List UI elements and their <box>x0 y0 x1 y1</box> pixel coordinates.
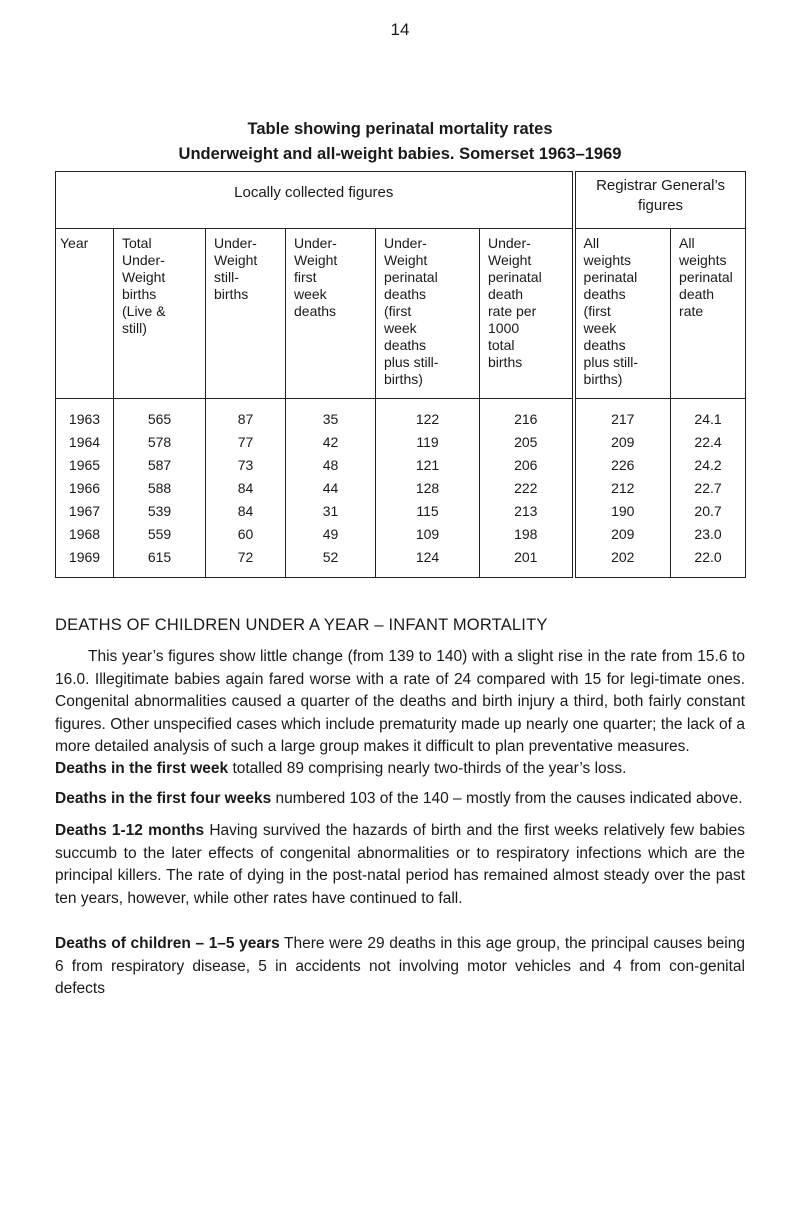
value-cell: 217 <box>574 399 671 432</box>
section-heading: DEATHS OF CHILDREN UNDER A YEAR – INFANT MORTALITY <box>55 616 548 634</box>
table-row <box>56 399 746 432</box>
value-cell: 222 <box>480 477 574 500</box>
col-header-line: total <box>488 337 515 353</box>
value-cell: 23.0 <box>671 523 746 546</box>
value-cell: 201 <box>480 546 574 578</box>
lead-text: Deaths in the first week <box>55 760 229 777</box>
value-cell: 22.7 <box>671 477 746 500</box>
value-cell: 72 <box>206 546 286 578</box>
col-header-line: perinatal <box>488 269 542 285</box>
value-cell: 24.1 <box>671 399 746 432</box>
value-cell: 87 <box>206 399 286 432</box>
group-header-local: Locally collected figures <box>56 172 574 229</box>
value-cell: 124 <box>376 546 480 578</box>
col-header-line: plus still- <box>384 354 439 370</box>
value-cell: 205 <box>480 431 574 454</box>
value-cell: 109 <box>376 523 480 546</box>
table-row <box>56 431 746 454</box>
value-cell: 119 <box>376 431 480 454</box>
value-cell: 588 <box>114 477 206 500</box>
table-row <box>56 546 746 578</box>
col-header-line: Weight <box>122 269 166 285</box>
col-header-line: death <box>488 286 524 302</box>
value-cell: 49 <box>286 523 376 546</box>
value-cell: 35 <box>286 399 376 432</box>
col-header <box>376 229 480 399</box>
col-header <box>671 229 746 399</box>
value-cell: 84 <box>206 500 286 523</box>
page-number: 14 <box>390 20 410 39</box>
value-cell: 52 <box>286 546 376 578</box>
value-cell: 122 <box>376 399 480 432</box>
col-header-line: (Live & <box>122 303 166 319</box>
col-header-line: Under- <box>384 235 427 251</box>
lead-text: Deaths 1-12 months <box>55 822 205 839</box>
col-header-line: 1000 <box>488 320 520 336</box>
value-cell: 115 <box>376 500 480 523</box>
col-header-line: perinatal <box>384 269 438 285</box>
col-header <box>56 229 114 399</box>
col-header-line: Weight <box>214 252 258 268</box>
value-cell: 226 <box>574 454 671 477</box>
col-header-line: Weight <box>294 252 338 268</box>
col-header-line: weights <box>583 252 632 268</box>
body-text: totalled 89 comprising nearly two-thirds of the year’s loss. <box>228 760 627 777</box>
col-header <box>574 229 671 399</box>
value-cell: 22.0 <box>671 546 746 578</box>
col-header-line: plus still- <box>583 354 639 370</box>
col-header-line: perinatal <box>679 269 733 285</box>
table-subtitle: Underweight and all-weight babies. Somerset 1963–1969 <box>178 145 622 163</box>
col-header-line: week <box>384 320 417 336</box>
value-cell: 31 <box>286 500 376 523</box>
value-cell: 587 <box>114 454 206 477</box>
value-cell: 213 <box>480 500 574 523</box>
col-header-line: deaths <box>583 286 626 302</box>
value-cell: 539 <box>114 500 206 523</box>
col-header-line: weights <box>679 252 727 268</box>
table-title: Table showing perinatal mortality rates <box>247 120 553 138</box>
col-header-line: deaths <box>583 337 626 353</box>
value-cell: 121 <box>376 454 480 477</box>
col-header-line: rate <box>679 303 704 319</box>
value-cell: 60 <box>206 523 286 546</box>
col-header-line: (first <box>384 303 412 319</box>
value-cell: 212 <box>574 477 671 500</box>
col-header-line: Under- <box>294 235 337 251</box>
col-header-line: rate per <box>488 303 537 319</box>
value-cell: 44 <box>286 477 376 500</box>
col-header-line: births) <box>583 371 623 387</box>
value-cell: 209 <box>574 523 671 546</box>
value-cell: 128 <box>376 477 480 500</box>
col-header-line: Weight <box>384 252 428 268</box>
group-header-registrar: Registrar General’s figures <box>574 172 746 229</box>
value-cell: 206 <box>480 454 574 477</box>
year-cell: 1966 <box>56 477 114 500</box>
value-cell: 202 <box>574 546 671 578</box>
col-header-line: first <box>294 269 317 285</box>
col-header <box>206 229 286 399</box>
paragraph-1-5-years <box>55 933 745 1001</box>
value-cell: 216 <box>480 399 574 432</box>
value-cell: 209 <box>574 431 671 454</box>
col-header <box>114 229 206 399</box>
col-header-line: Under- <box>122 252 165 268</box>
paragraph-infant-mortality: This year’s figures show little change (from 139 to 140) with a slight rise in the rate from 15.6 to 16.0. Illegitimate babies again fared worse with a rate of 24 compared with 15 for legi-timate ones. Congenital abnormalities caused a quarter of the deaths and birth injury a third, both fairly constant figures. Other unspecified cases which include prematurity made up nearly one quarter; the lack of a more detailed analysis of such a large group makes it difficult to plan preventative measures. <box>55 648 745 755</box>
year-cell: 1963 <box>56 399 114 432</box>
value-cell: 615 <box>114 546 206 578</box>
value-cell: 22.4 <box>671 431 746 454</box>
value-cell: 198 <box>480 523 574 546</box>
table-row <box>56 523 746 546</box>
value-cell: 565 <box>114 399 206 432</box>
table-row <box>56 477 746 500</box>
value-cell: 84 <box>206 477 286 500</box>
value-cell: 73 <box>206 454 286 477</box>
value-cell: 42 <box>286 431 376 454</box>
value-cell: 24.2 <box>671 454 746 477</box>
paragraph-1-12-months <box>55 820 745 910</box>
table-row <box>56 454 746 477</box>
value-cell: 48 <box>286 454 376 477</box>
year-cell: 1969 <box>56 546 114 578</box>
col-header-line: births <box>488 354 523 370</box>
col-header-line: births <box>214 286 249 302</box>
year-cell: 1967 <box>56 500 114 523</box>
lead-text: Deaths of children – 1–5 years <box>55 935 280 952</box>
col-header-line: Total <box>122 235 152 251</box>
col-header <box>286 229 376 399</box>
table-row <box>56 500 746 523</box>
col-header-line: still) <box>122 320 147 336</box>
value-cell: 559 <box>114 523 206 546</box>
paragraph-first-four-weeks <box>55 788 745 811</box>
lead-text: Deaths in the first four weeks <box>55 790 272 807</box>
col-header-line: perinatal <box>583 269 638 285</box>
col-header-line: All <box>583 235 600 251</box>
col-header-line: deaths <box>384 337 427 353</box>
col-header-line: week <box>583 320 617 336</box>
body-text: numbered 103 of the 140 – mostly from the causes indicated above. <box>271 790 743 807</box>
col-header-line: week <box>294 286 327 302</box>
col-header-line: Weight <box>488 252 532 268</box>
body-text: There were 29 deaths in this age group, the principal causes being 6 from respiratory disease, 5 in accidents not involving motor vehicles and 4 from con-genital defects <box>55 935 745 997</box>
year-cell: 1965 <box>56 454 114 477</box>
col-header-line: All <box>679 235 695 251</box>
col-header-line: Year <box>60 235 89 251</box>
col-header-line: deaths <box>384 286 427 302</box>
col-header-line: births <box>122 286 157 302</box>
body-text: Having survived the hazards of birth and the first weeks relatively few babies succumb to the later effects of congenital abnormalities or to respiratory infections which are the principal killers. The rate of dying in the post-natal period has remained almost steady over the past ten years, however, while other rates have continued to fall. <box>55 822 745 907</box>
column-headers <box>56 229 746 399</box>
col-header-line: still- <box>214 269 239 285</box>
year-cell: 1968 <box>56 523 114 546</box>
col-header-line: Under- <box>214 235 257 251</box>
col-header-line: births) <box>384 371 423 387</box>
col-header-line: death <box>679 286 715 302</box>
col-header-line: (first <box>583 303 611 319</box>
col-header <box>480 229 574 399</box>
value-cell: 190 <box>574 500 671 523</box>
col-header-line: deaths <box>294 303 337 319</box>
col-header-line: Under- <box>488 235 531 251</box>
paragraph-first-week <box>55 758 745 781</box>
value-cell: 20.7 <box>671 500 746 523</box>
perinatal-mortality-table <box>55 171 746 578</box>
value-cell: 77 <box>206 431 286 454</box>
value-cell: 578 <box>114 431 206 454</box>
year-cell: 1964 <box>56 431 114 454</box>
